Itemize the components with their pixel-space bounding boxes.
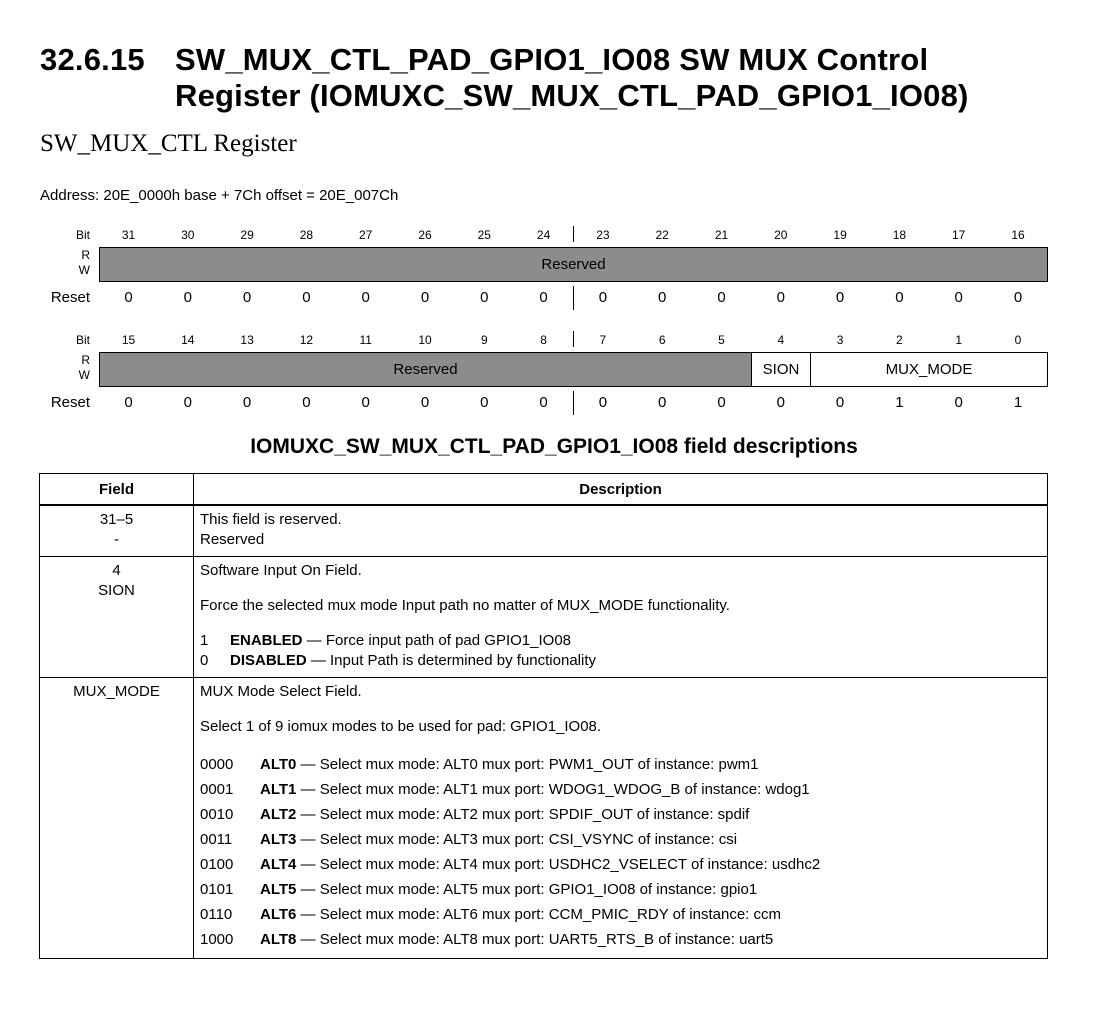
reset-value: 0 xyxy=(776,289,785,306)
option-code: 0001 xyxy=(200,781,234,798)
header-field: Field xyxy=(40,474,194,506)
field-bits: 4 xyxy=(112,562,121,579)
reset-value: 0 xyxy=(480,289,489,306)
option-line xyxy=(200,927,1041,952)
reset-value: 0 xyxy=(183,394,192,411)
bit-number: 21 xyxy=(714,228,729,242)
bit-number: 9 xyxy=(480,333,488,347)
reset-value: 0 xyxy=(598,394,608,411)
bit-number: 0 xyxy=(1014,333,1022,347)
register-lower xyxy=(40,331,1050,421)
bit-number: 13 xyxy=(240,333,254,347)
option-name: ALT6 xyxy=(260,906,297,923)
bit-number: 26 xyxy=(418,228,432,242)
section-title xyxy=(175,42,969,114)
bit-number: 5 xyxy=(718,333,725,347)
upper-reserved-field: Reserved xyxy=(99,247,1048,282)
field-name: - xyxy=(114,531,119,548)
description-cell xyxy=(194,678,1048,959)
byte-divider xyxy=(573,226,574,242)
bit-number: 17 xyxy=(952,228,966,242)
rw-label xyxy=(40,353,90,383)
option-line xyxy=(200,802,1041,827)
description-title: MUX Mode Select Field. xyxy=(200,683,362,700)
description-cell xyxy=(194,557,1048,678)
option-text: — Select mux mode: ALT5 mux port: GPIO1_IO08 of instance: gpio1 xyxy=(296,881,758,898)
option-name: ALT1 xyxy=(260,781,297,798)
reset-label: Reset xyxy=(50,289,90,306)
reset-value: 0 xyxy=(124,289,133,306)
option-text: — Select mux mode: ALT1 mux port: WDOG1_WDOG_B of instance: wdog1 xyxy=(296,781,810,798)
mux-mode-field: MUX_MODE xyxy=(810,352,1048,387)
description-text: This field is reserved. xyxy=(200,511,342,528)
field-cell xyxy=(40,557,194,678)
reset-value: 0 xyxy=(835,289,845,306)
byte-divider xyxy=(573,286,574,310)
table-row xyxy=(40,678,1048,959)
reset-value: 0 xyxy=(302,289,311,306)
reset-value: 0 xyxy=(420,394,430,411)
option-code: 0101 xyxy=(200,881,234,898)
reset-value: 0 xyxy=(361,289,370,306)
field-descriptions-table xyxy=(39,473,1048,959)
table-row xyxy=(40,505,1048,557)
option-line xyxy=(200,651,1041,671)
r-label: R xyxy=(81,353,90,367)
reset-value: 0 xyxy=(242,394,252,411)
option-line xyxy=(200,902,1041,927)
lower-reserved-field: Reserved xyxy=(99,352,752,387)
reset-value: 0 xyxy=(954,289,963,306)
option-text: — Select mux mode: ALT3 mux port: CSI_VSYNC of instance: csi xyxy=(296,831,738,848)
option-code: 0010 xyxy=(200,806,234,823)
header-description: Description xyxy=(194,474,1048,506)
option-code: 0000 xyxy=(200,756,234,773)
w-label: W xyxy=(78,263,90,277)
option-line xyxy=(200,777,1041,802)
bit-number: 1 xyxy=(955,333,963,347)
bit-number: 20 xyxy=(774,228,788,242)
reset-value: 0 xyxy=(183,289,192,306)
bit-number: 11 xyxy=(359,333,372,347)
reset-value: 0 xyxy=(954,394,963,411)
option-name: ALT3 xyxy=(260,831,297,848)
bit-number: 4 xyxy=(777,333,785,347)
option-name: ALT0 xyxy=(260,756,297,773)
field-name: MUX_MODE xyxy=(73,683,160,700)
bit-number: 16 xyxy=(1011,228,1025,242)
bit-label: Bit xyxy=(75,333,90,347)
register-upper xyxy=(40,226,1050,316)
bit-number: 23 xyxy=(596,228,610,242)
option-text: — Select mux mode: ALT4 mux port: USDHC2_VSELECT of instance: usdhc2 xyxy=(296,856,821,873)
byte-divider xyxy=(573,391,574,415)
option-line xyxy=(200,827,1041,852)
description-text: Select 1 of 9 iomux modes to be used for pad: GPIO1_IO08. xyxy=(200,718,602,735)
reset-value: 0 xyxy=(717,394,726,411)
bit-label: Bit xyxy=(75,228,90,242)
reset-value: 0 xyxy=(480,394,489,411)
section-title-line1: SW_MUX_CTL_PAD_GPIO1_IO08 SW MUX Control xyxy=(175,42,929,77)
option-name: DISABLED xyxy=(230,652,307,669)
reset-value: 1 xyxy=(1013,394,1023,411)
byte-divider xyxy=(573,331,574,347)
reset-label: Reset xyxy=(50,394,90,411)
option-line xyxy=(200,852,1041,877)
option-code: 1000 xyxy=(200,931,234,948)
bit-number: 18 xyxy=(892,228,907,242)
register-address: Address: 20E_0000h base + 7Ch offset = 20E_007Ch xyxy=(40,187,399,204)
option-text: — Select mux mode: ALT6 mux port: CCM_PMIC_RDY of instance: ccm xyxy=(296,906,781,923)
bit-number: 8 xyxy=(540,333,547,347)
reset-value: 0 xyxy=(242,289,252,306)
option-name: ALT5 xyxy=(260,881,297,898)
reset-value: 1 xyxy=(895,394,904,411)
bit-number: 31 xyxy=(121,228,136,242)
field-name: SION xyxy=(98,582,135,599)
bit-number: 2 xyxy=(896,333,903,347)
option-text: — Select mux mode: ALT2 mux port: SPDIF_OUT of instance: spdif xyxy=(296,806,750,823)
option-text: — Select mux mode: ALT8 mux port: UART5_RTS_B of instance: uart5 xyxy=(296,931,774,948)
field-cell xyxy=(40,678,194,959)
bit-number: 22 xyxy=(655,228,669,242)
section-number: 32.6.15 xyxy=(40,42,145,77)
option-name: ALT4 xyxy=(260,856,297,873)
bit-number: 19 xyxy=(833,228,847,242)
bit-number: 7 xyxy=(599,333,607,347)
option-name: ENABLED xyxy=(230,632,303,649)
bit-number: 14 xyxy=(181,333,195,347)
option-code: 0100 xyxy=(200,856,234,873)
bit-number: 12 xyxy=(299,333,314,347)
option-code: 0011 xyxy=(200,831,233,848)
reset-value: 0 xyxy=(776,394,785,411)
reset-value: 0 xyxy=(598,289,608,306)
bit-number: 3 xyxy=(836,333,844,347)
reset-value: 0 xyxy=(539,289,548,306)
option-code: 0 xyxy=(200,652,209,669)
bit-number: 29 xyxy=(240,228,254,242)
description-cell xyxy=(194,505,1048,557)
reset-value: 0 xyxy=(835,394,845,411)
option-line xyxy=(200,631,1041,651)
bit-number: 10 xyxy=(418,333,432,347)
reset-value: 0 xyxy=(895,289,904,306)
reset-value: 0 xyxy=(420,289,430,306)
bit-number: 30 xyxy=(181,228,195,242)
reset-value: 0 xyxy=(658,289,667,306)
bit-number: 25 xyxy=(477,228,491,242)
bit-number: 27 xyxy=(359,228,373,242)
reset-value: 0 xyxy=(124,394,133,411)
reset-value: 0 xyxy=(717,289,726,306)
table-title: IOMUXC_SW_MUX_CTL_PAD_GPIO1_IO08 field descriptions xyxy=(250,435,858,458)
option-text: — Force input path of pad GPIO1_IO08 xyxy=(302,632,571,649)
option-code: 0110 xyxy=(200,906,233,923)
mux-mode-options xyxy=(200,752,1041,952)
option-line xyxy=(200,752,1041,777)
subheading: SW_MUX_CTL Register xyxy=(40,130,297,157)
table-row xyxy=(40,557,1048,678)
bit-number: 15 xyxy=(121,333,136,347)
sion-field: SION xyxy=(751,352,811,387)
reset-value: 0 xyxy=(1013,289,1023,306)
table-header-row xyxy=(40,474,1048,506)
option-name: ALT2 xyxy=(260,806,297,823)
w-label: W xyxy=(78,368,90,382)
field-bits: 31–5 xyxy=(99,511,134,528)
reset-value: 0 xyxy=(361,394,370,411)
bit-number: 28 xyxy=(299,228,314,242)
r-label: R xyxy=(81,248,90,262)
option-line xyxy=(200,877,1041,902)
bit-number: 6 xyxy=(658,333,666,347)
field-cell xyxy=(40,505,194,557)
reset-value: 0 xyxy=(658,394,667,411)
description-text: Reserved xyxy=(200,531,265,548)
option-text: — Input Path is determined by functionality xyxy=(306,652,596,669)
option-code: 1 xyxy=(200,632,209,649)
description-text: Force the selected mux mode Input path no matter of MUX_MODE functionality. xyxy=(200,597,730,614)
reset-value: 0 xyxy=(302,394,311,411)
rw-label xyxy=(40,248,90,278)
option-name: ALT8 xyxy=(260,931,297,948)
description-title: Software Input On Field. xyxy=(200,562,362,579)
bit-number: 24 xyxy=(536,228,551,242)
option-text: — Select mux mode: ALT0 mux port: PWM1_OUT of instance: pwm1 xyxy=(296,756,759,773)
section-title-line2: Register (IOMUXC_SW_MUX_CTL_PAD_GPIO1_IO08) xyxy=(175,78,969,113)
reset-value: 0 xyxy=(539,394,548,411)
